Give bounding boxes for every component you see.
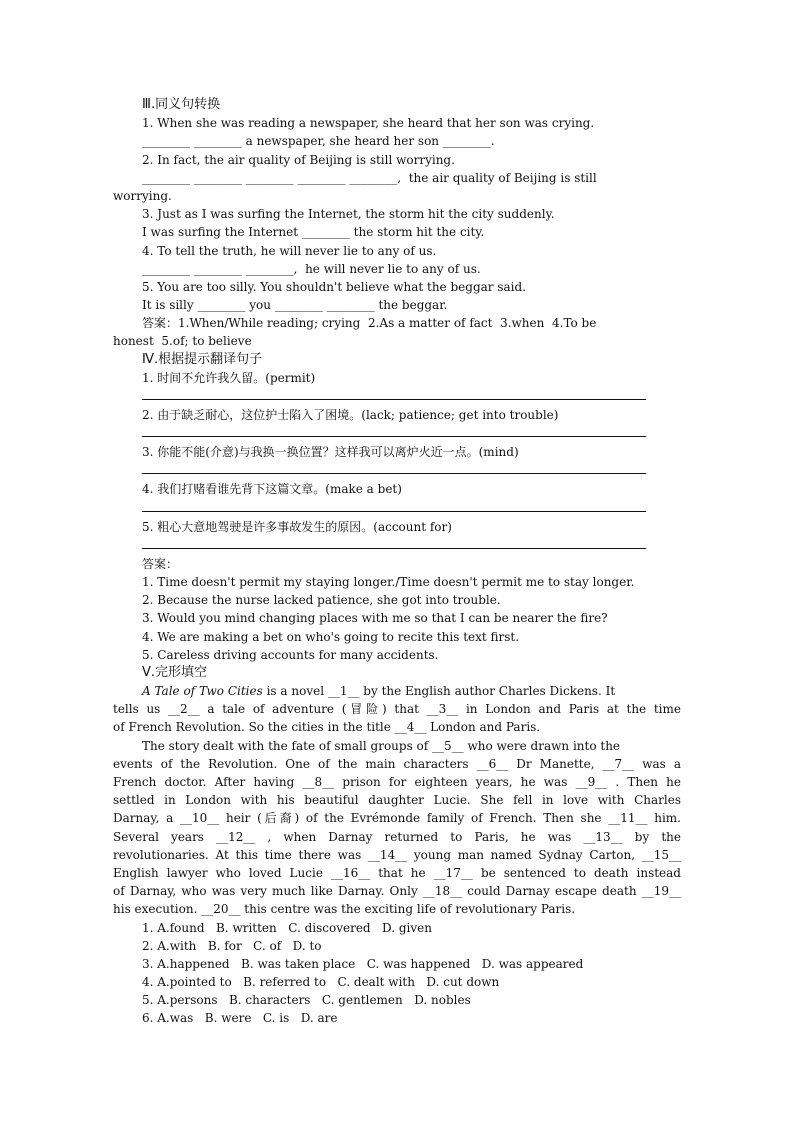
s3-blank-5: It is silly ________ you ________ ________ the beggar. — [142, 298, 448, 313]
passage-line: French doctor. After having __8__ prison for eighteen years, he was __9__ . Then he — [113, 775, 681, 789]
passage-line: English lawyer who loved Lucie __16__ that he __17__ be sentenced to death instead — [113, 865, 681, 880]
s3-question-2: 2. In fact, the air quality of Beijing is still worrying. — [142, 152, 455, 167]
option-row-3: 3. A.happened B. was taken place C. was happened D. was appeared — [142, 956, 584, 971]
s4-answer-5: 5. Careless driving accounts for many accidents. — [142, 647, 439, 662]
s3-blank-2: ________ ________ ________ ________ ________, the air quality of Beijing is still — [142, 170, 597, 185]
option-row-5: 5. A.persons B. characters C. gentlemen D. nobles — [142, 993, 471, 1008]
s4-item-5: 5. 粗心大意地驾驶是许多事故发生的原因。(account for) — [142, 519, 452, 534]
passage-line — [113, 682, 681, 700]
s3-blank-1: ________ ________ a newspaper, she heard her son ________. — [142, 134, 495, 149]
answer-line — [142, 536, 646, 549]
s3-question-4: 4. To tell the truth, he will never lie to any of us. — [142, 243, 437, 258]
passage-line: revolutionaries. At this time there was __14__ young man named Sydnay Carton, __15__ — [113, 847, 681, 862]
s4-answer-4: 4. We are making a bet on who's going to recite this text first. — [142, 629, 520, 644]
answer-label: 答案： — [142, 316, 179, 331]
option-row-1: 1. A.found B. written C. discovered D. given — [142, 920, 433, 935]
passage-text: is a novel __1__ by the English author Charles Dickens. It — [262, 684, 616, 699]
option-row-2: 2. A.with B. for C. of D. to — [142, 938, 322, 953]
s3-answers-cont: honest 5.of; to believe — [113, 334, 252, 349]
passage-line: Darnay, a __10__ heir (后裔) of the Evrémonde family of French. Then she __11__ him. — [113, 811, 681, 826]
answer-line — [142, 461, 646, 474]
novel-title: A Tale of Two Cities — [142, 684, 263, 699]
passage-line: of French Revolution. So the cities in the title __4__ London and Paris. — [113, 720, 541, 735]
s3-blank-2-cont: worrying. — [113, 188, 172, 203]
s4-answer-label: 答案： — [142, 556, 179, 571]
s3-question-5: 5. You are too silly. You shouldn't believe what the beggar said. — [142, 279, 526, 294]
passage-line: events of the Revolution. One of the main characters __6__ Dr Manette, __7__ was a — [113, 756, 681, 771]
s4-answer-2: 2. Because the nurse lacked patience, she got into trouble. — [142, 593, 501, 608]
passage-line: tells us __2__ a tale of adventure (冒险) that __3__ in London and Paris at the time — [113, 702, 681, 717]
section-5-heading: Ⅴ.完形填空 — [142, 664, 208, 680]
s4-answer-3: 3. Would you mind changing places with me so that I can be nearer the fire? — [142, 611, 608, 626]
s3-blank-4: ________ ________ ________, he will never lie to any of us. — [142, 261, 481, 276]
answer-line — [142, 424, 646, 437]
s4-item-4: 4. 我们打赌看谁先背下这篇文章。(make a bet) — [142, 482, 402, 497]
answer-line — [142, 387, 646, 400]
s3-answers-text: 1.When/While reading; crying 2.As a matter of fact 3.when 4.To be — [178, 316, 597, 331]
passage-line: settled in London with his beautiful daughter Lucie. She fell in love with Charles — [113, 793, 681, 808]
s4-answer-1: 1. Time doesn't permit my staying longer./Time doesn't permit me to stay longer. — [142, 574, 635, 589]
passage-line: his execution. __20__ this centre was the exciting life of revolutionary Paris. — [113, 902, 576, 917]
s3-question-1: 1. When she was reading a newspaper, she heard that her son was crying. — [142, 116, 595, 131]
s4-item-2: 2. 由于缺乏耐心，这位护士陷入了困境。(lack; patience; get into trouble) — [142, 408, 559, 422]
passage-line: Several years __12__ , when Darnay returned to Paris, he was __13__ by the — [113, 829, 681, 844]
s3-blank-3: I was surfing the Internet ________ the storm hit the city. — [142, 225, 485, 240]
answer-line — [142, 499, 646, 512]
s3-answers — [113, 314, 681, 332]
s4-item-3: 3. 你能不能(介意)与我换一换位置？这样我可以离炉火近一点。(mind) — [142, 445, 519, 460]
section-3-heading: Ⅲ.同义句转换 — [142, 97, 221, 112]
s3-question-3: 3. Just as I was surfing the Internet, the storm hit the city suddenly. — [142, 207, 555, 222]
section-4-heading: Ⅳ.根据提示翻译句子 — [142, 351, 263, 367]
worksheet-page — [113, 96, 681, 1028]
option-row-6: 6. A.was B. were C. is D. are — [142, 1011, 338, 1026]
passage-line: The story dealt with the fate of small groups of __5__ who were drawn into the — [142, 738, 621, 753]
passage-line: of Darnay, who was very much like Darnay. Only __18__ could Darnay escape death __19__ — [113, 884, 681, 899]
option-row-4: 4. A.pointed to B. referred to C. dealt with D. cut down — [142, 975, 500, 990]
s4-item-1: 1. 时间不允许我久留。(permit) — [142, 370, 316, 385]
